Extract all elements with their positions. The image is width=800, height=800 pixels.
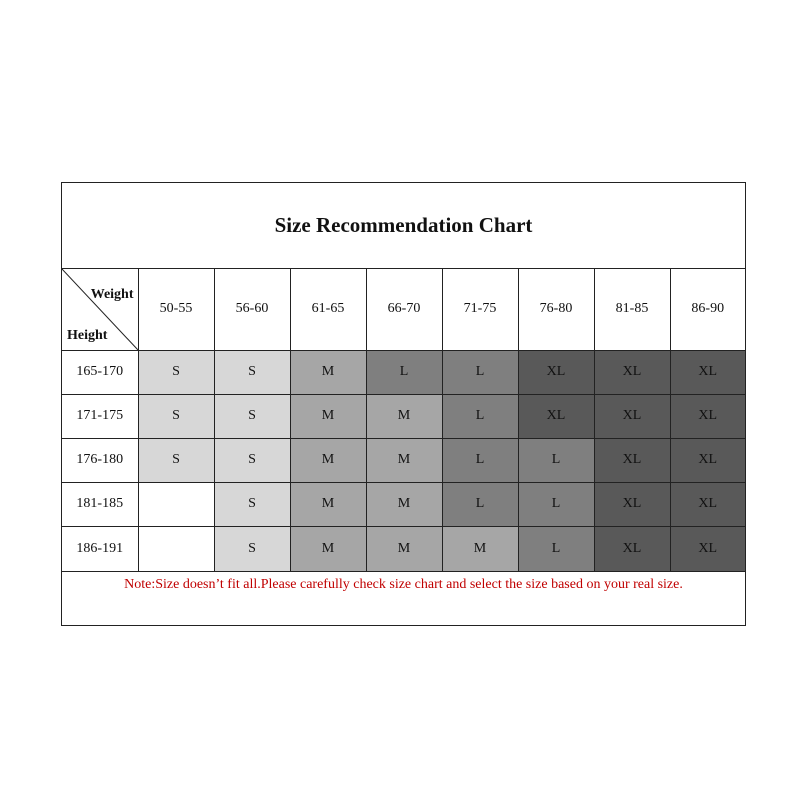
size-cell: XL bbox=[670, 482, 745, 526]
size-cell: S bbox=[138, 394, 214, 438]
size-cell: S bbox=[214, 394, 290, 438]
size-cell: M bbox=[366, 482, 442, 526]
weight-column-header: 81-85 bbox=[594, 269, 670, 350]
size-cell: L bbox=[442, 438, 518, 482]
weight-column-header: 71-75 bbox=[442, 269, 518, 350]
height-label: Height bbox=[67, 327, 108, 343]
size-cell: S bbox=[214, 438, 290, 482]
size-cell: S bbox=[214, 526, 290, 571]
size-cell: S bbox=[138, 438, 214, 482]
size-cell: L bbox=[442, 482, 518, 526]
size-cell: M bbox=[290, 438, 366, 482]
height-row-header: 165-170 bbox=[62, 350, 138, 394]
size-cell: L bbox=[518, 482, 594, 526]
size-cell: XL bbox=[670, 438, 745, 482]
corner-header bbox=[62, 269, 138, 350]
size-cell: L bbox=[442, 394, 518, 438]
weight-label: Weight bbox=[90, 287, 134, 302]
size-note: Note:Size doesn’t fit all.Please carefully check size chart and select the size based on your real size. bbox=[62, 571, 745, 625]
header-row bbox=[62, 269, 745, 350]
size-cell bbox=[138, 482, 214, 526]
size-cell: XL bbox=[594, 438, 670, 482]
weight-column-header: 86-90 bbox=[670, 269, 745, 350]
size-cell: XL bbox=[594, 482, 670, 526]
size-cell: XL bbox=[594, 394, 670, 438]
table-row bbox=[62, 438, 745, 482]
chart-title: Size Recommendation Chart bbox=[62, 183, 745, 269]
size-cell: M bbox=[366, 394, 442, 438]
size-cell: M bbox=[290, 482, 366, 526]
size-cell: M bbox=[290, 394, 366, 438]
size-cell: M bbox=[366, 438, 442, 482]
size-chart bbox=[61, 182, 746, 626]
size-cell bbox=[138, 526, 214, 571]
weight-column-header: 61-65 bbox=[290, 269, 366, 350]
size-cell: XL bbox=[594, 526, 670, 571]
table-row bbox=[62, 394, 745, 438]
size-cell: M bbox=[442, 526, 518, 571]
size-cell: L bbox=[366, 350, 442, 394]
size-cell: L bbox=[442, 350, 518, 394]
table-row bbox=[62, 482, 745, 526]
size-cell: L bbox=[518, 526, 594, 571]
size-cell: S bbox=[214, 350, 290, 394]
size-cell: S bbox=[214, 482, 290, 526]
size-cell: XL bbox=[518, 394, 594, 438]
weight-column-header: 66-70 bbox=[366, 269, 442, 350]
size-cell: S bbox=[138, 350, 214, 394]
size-cell: XL bbox=[670, 350, 745, 394]
size-cell: XL bbox=[670, 526, 745, 571]
weight-column-header: 76-80 bbox=[518, 269, 594, 350]
size-cell: XL bbox=[670, 394, 745, 438]
size-cell: M bbox=[290, 526, 366, 571]
height-row-header: 176-180 bbox=[62, 438, 138, 482]
height-row-header: 186-191 bbox=[62, 526, 138, 571]
table-row bbox=[62, 526, 745, 571]
table-row bbox=[62, 350, 745, 394]
height-row-header: 181-185 bbox=[62, 482, 138, 526]
size-cell: M bbox=[366, 526, 442, 571]
weight-column-header: 50-55 bbox=[138, 269, 214, 350]
size-table bbox=[62, 269, 745, 572]
size-cell: XL bbox=[518, 350, 594, 394]
weight-column-header: 56-60 bbox=[214, 269, 290, 350]
size-cell: M bbox=[290, 350, 366, 394]
size-cell: L bbox=[518, 438, 594, 482]
size-cell: XL bbox=[594, 350, 670, 394]
height-row-header: 171-175 bbox=[62, 394, 138, 438]
